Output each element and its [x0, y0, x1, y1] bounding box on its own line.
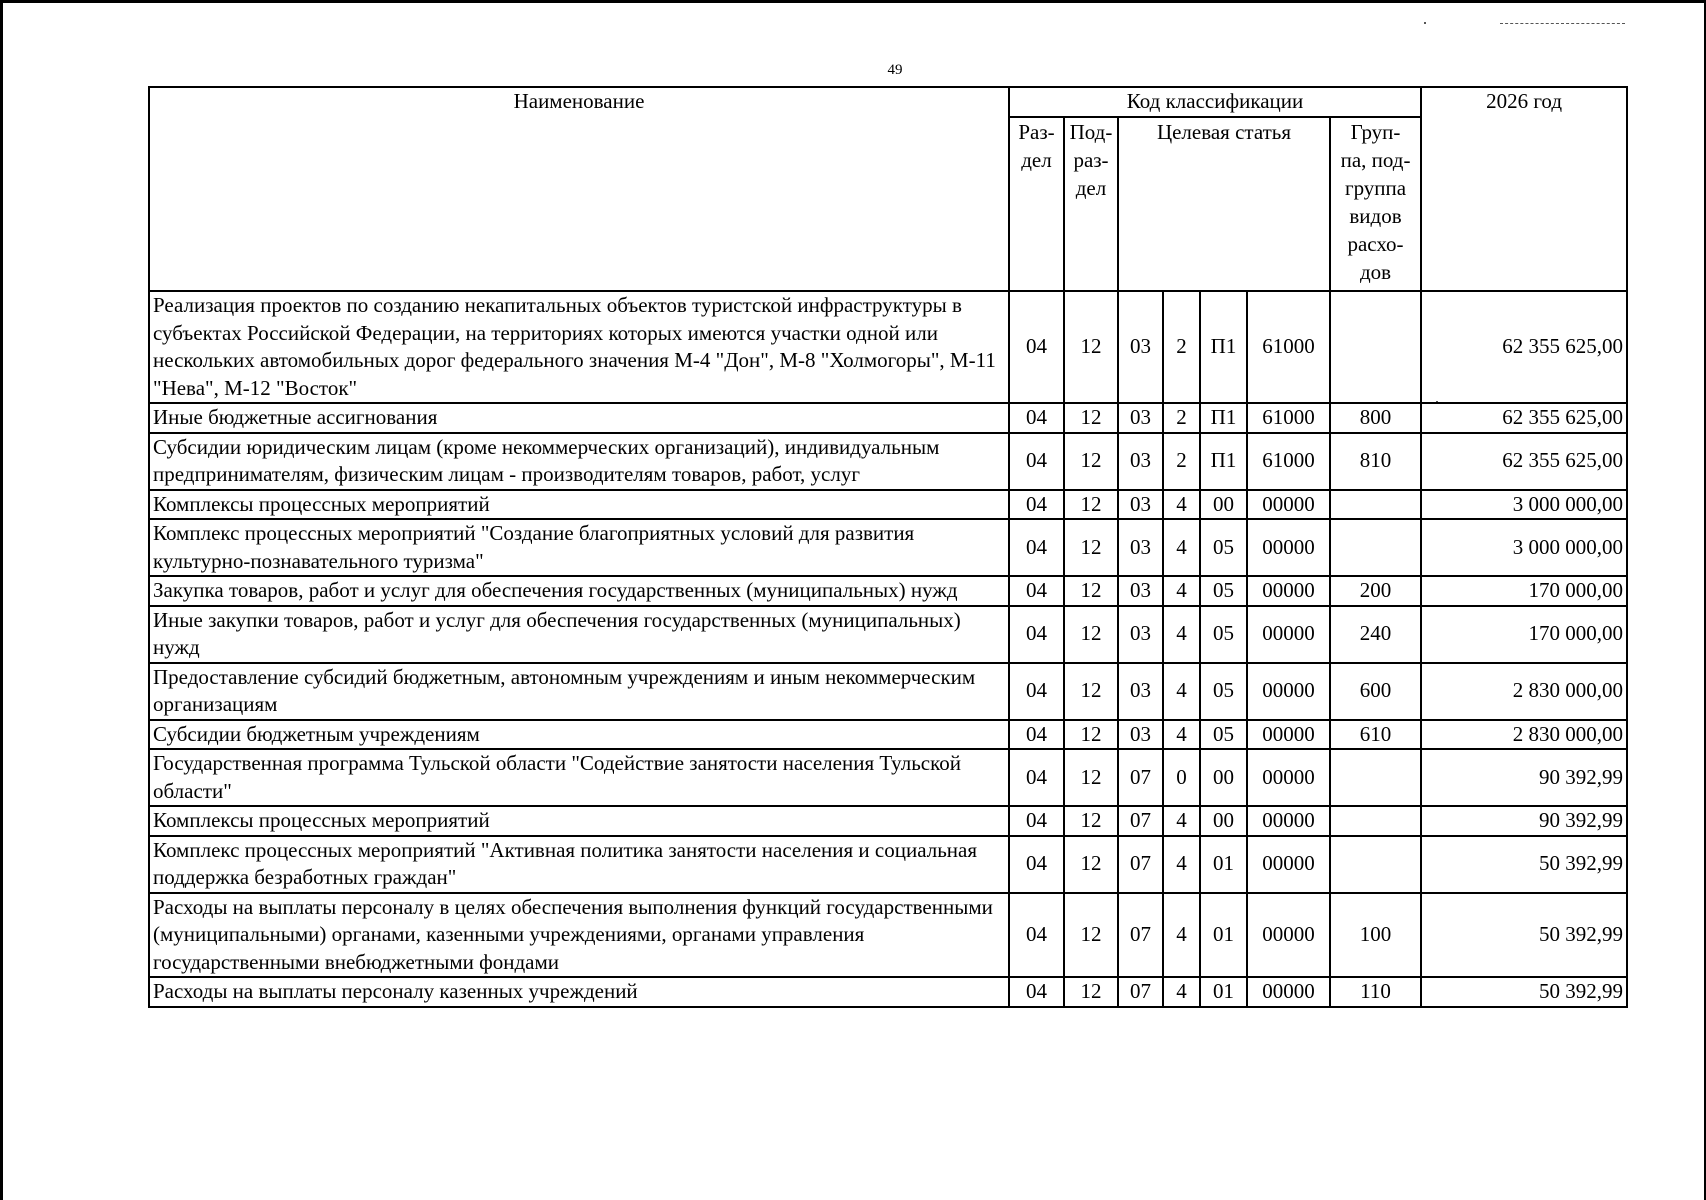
row-razdel: 04	[1009, 519, 1064, 576]
row-podrazdel: 12	[1064, 749, 1118, 806]
row-target-structure: 05	[1200, 576, 1247, 606]
row-podrazdel: 12	[1064, 663, 1118, 720]
row-target-structure: 01	[1200, 977, 1247, 1007]
row-target-program: 03	[1118, 576, 1163, 606]
table-row	[149, 606, 1627, 663]
row-amount: 62 355 625,00	[1421, 291, 1627, 403]
row-target-program: 03	[1118, 720, 1163, 750]
row-razdel: 04	[1009, 720, 1064, 750]
row-name: Субсидии бюджетным учреждениям	[149, 720, 1009, 750]
row-expense-group: 200	[1330, 576, 1421, 606]
row-amount: 90 392,99	[1421, 806, 1627, 836]
budget-table	[148, 86, 1628, 1008]
header-razdel: Раз- дел	[1009, 117, 1064, 291]
row-target-direction: 00000	[1247, 606, 1330, 663]
header-name: Наименование	[149, 87, 1009, 291]
row-target-program: 07	[1118, 806, 1163, 836]
row-target-type: 0	[1163, 749, 1200, 806]
row-razdel: 04	[1009, 977, 1064, 1007]
row-target-direction: 00000	[1247, 836, 1330, 893]
row-target-type: 4	[1163, 893, 1200, 978]
row-target-structure: 01	[1200, 836, 1247, 893]
row-razdel: 04	[1009, 806, 1064, 836]
row-target-program: 07	[1118, 893, 1163, 978]
row-podrazdel: 12	[1064, 836, 1118, 893]
row-podrazdel: 12	[1064, 977, 1118, 1007]
header-classification-code: Код классификации	[1009, 87, 1421, 117]
row-amount: 62 355 625,00	[1421, 403, 1627, 433]
row-name: Предоставление субсидий бюджетным, автономным учреждениям и иным некоммерческим организациям	[149, 663, 1009, 720]
row-name: Комплекс процессных мероприятий "Активная политика занятости населения и социальная поддержка безработных граждан"	[149, 836, 1009, 893]
row-target-structure: П1	[1200, 433, 1247, 490]
row-name: Расходы на выплаты персоналу казенных учреждений	[149, 977, 1009, 1007]
row-amount: 3 000 000,00	[1421, 519, 1627, 576]
row-amount: 2 830 000,00	[1421, 663, 1627, 720]
header-expense-group: Груп- па, под- группа видов расхо- дов	[1330, 117, 1421, 291]
row-razdel: 04	[1009, 749, 1064, 806]
table-row	[149, 720, 1627, 750]
row-target-program: 03	[1118, 606, 1163, 663]
table-row	[149, 576, 1627, 606]
row-target-type: 4	[1163, 606, 1200, 663]
row-name: Комплексы процессных мероприятий	[149, 806, 1009, 836]
row-target-type: 4	[1163, 836, 1200, 893]
table-header-row	[149, 87, 1627, 117]
row-amount: 50 392,99	[1421, 893, 1627, 978]
row-amount: 3 000 000,00	[1421, 490, 1627, 520]
row-expense-group: 110	[1330, 977, 1421, 1007]
row-target-direction: 00000	[1247, 490, 1330, 520]
row-expense-group: 600	[1330, 663, 1421, 720]
row-target-direction: 00000	[1247, 576, 1330, 606]
header-target-article: Целевая статья	[1118, 117, 1330, 291]
row-target-structure: П1	[1200, 291, 1247, 403]
row-target-direction: 00000	[1247, 749, 1330, 806]
row-razdel: 04	[1009, 433, 1064, 490]
row-target-structure: 05	[1200, 720, 1247, 750]
row-podrazdel: 12	[1064, 806, 1118, 836]
row-razdel: 04	[1009, 663, 1064, 720]
row-expense-group	[1330, 291, 1421, 403]
row-name: Субсидии юридическим лицам (кроме некоммерческих организаций), индивидуальным предпринимателям, физическим лицам - производителям товаров, работ, услуг	[149, 433, 1009, 490]
page-frame-top	[0, 0, 1706, 3]
row-expense-group: 240	[1330, 606, 1421, 663]
page-frame-left	[0, 0, 3, 1200]
table-row	[149, 519, 1627, 576]
row-podrazdel: 12	[1064, 433, 1118, 490]
row-target-direction: 00000	[1247, 720, 1330, 750]
table-row	[149, 893, 1627, 978]
table-row	[149, 836, 1627, 893]
row-target-program: 07	[1118, 836, 1163, 893]
row-target-program: 03	[1118, 519, 1163, 576]
table-row	[149, 291, 1627, 403]
table-row	[149, 490, 1627, 520]
row-target-program: 03	[1118, 403, 1163, 433]
row-podrazdel: 12	[1064, 403, 1118, 433]
row-razdel: 04	[1009, 490, 1064, 520]
row-expense-group: 100	[1330, 893, 1421, 978]
row-expense-group: 800	[1330, 403, 1421, 433]
row-target-direction: 00000	[1247, 806, 1330, 836]
row-name: Иные бюджетные ассигнования	[149, 403, 1009, 433]
row-amount: 170 000,00	[1421, 576, 1627, 606]
row-target-type: 4	[1163, 663, 1200, 720]
table-row	[149, 663, 1627, 720]
table-body	[149, 291, 1627, 1007]
row-name: Иные закупки товаров, работ и услуг для обеспечения государственных (муниципальных) нужд	[149, 606, 1009, 663]
row-target-direction: 61000	[1247, 403, 1330, 433]
scan-artifact-dot	[1424, 22, 1426, 24]
row-name: Расходы на выплаты персоналу в целях обеспечения выполнения функций государственными (муниципальными) органами, казенными учреждениями, органами управления государственными внебюджетными фондами	[149, 893, 1009, 978]
row-target-type: 4	[1163, 806, 1200, 836]
row-razdel: 04	[1009, 606, 1064, 663]
row-podrazdel: 12	[1064, 490, 1118, 520]
row-target-structure: 00	[1200, 749, 1247, 806]
row-target-type: 4	[1163, 519, 1200, 576]
row-target-direction: 00000	[1247, 663, 1330, 720]
row-target-structure: 05	[1200, 606, 1247, 663]
row-target-program: 03	[1118, 490, 1163, 520]
row-target-direction: 00000	[1247, 519, 1330, 576]
row-razdel: 04	[1009, 291, 1064, 403]
row-expense-group	[1330, 836, 1421, 893]
row-target-structure: 00	[1200, 806, 1247, 836]
row-target-structure: 00	[1200, 490, 1247, 520]
row-target-direction: 61000	[1247, 433, 1330, 490]
row-expense-group	[1330, 749, 1421, 806]
row-amount: 50 392,99	[1421, 836, 1627, 893]
row-expense-group	[1330, 806, 1421, 836]
row-target-type: 2	[1163, 433, 1200, 490]
row-expense-group: 810	[1330, 433, 1421, 490]
page-number: 49	[887, 62, 903, 78]
row-target-type: 2	[1163, 291, 1200, 403]
row-podrazdel: 12	[1064, 576, 1118, 606]
row-target-structure: 01	[1200, 893, 1247, 978]
row-amount: 62 355 625,00	[1421, 433, 1627, 490]
row-podrazdel: 12	[1064, 606, 1118, 663]
row-expense-group	[1330, 490, 1421, 520]
row-name: Государственная программа Тульской области "Содействие занятости населения Тульской области"	[149, 749, 1009, 806]
row-target-direction: 61000	[1247, 291, 1330, 403]
table-row	[149, 749, 1627, 806]
row-target-program: 07	[1118, 977, 1163, 1007]
row-expense-group: 610	[1330, 720, 1421, 750]
row-razdel: 04	[1009, 403, 1064, 433]
row-razdel: 04	[1009, 893, 1064, 978]
row-target-program: 03	[1118, 433, 1163, 490]
scan-artifact-dashes	[1500, 23, 1625, 25]
row-target-program: 03	[1118, 291, 1163, 403]
row-name: Комплексы процессных мероприятий	[149, 490, 1009, 520]
row-amount: 2 830 000,00	[1421, 720, 1627, 750]
table-row	[149, 977, 1627, 1007]
row-target-structure: 05	[1200, 519, 1247, 576]
row-target-direction: 00000	[1247, 893, 1330, 978]
table-row	[149, 433, 1627, 490]
row-razdel: 04	[1009, 836, 1064, 893]
row-target-direction: 00000	[1247, 977, 1330, 1007]
row-amount: 50 392,99	[1421, 977, 1627, 1007]
header-year: 2026 год	[1421, 87, 1627, 291]
row-name: Реализация проектов по созданию некапитальных объектов туристской инфраструктуры в субъектах Российской Федерации, на территориях которых имеются участки одной или нескольких автомобильных дорог федерального значения М-4 "Дон", М-8 "Холмогоры", М-11 "Нева", М-12 "Восток"	[149, 291, 1009, 403]
row-podrazdel: 12	[1064, 291, 1118, 403]
row-podrazdel: 12	[1064, 720, 1118, 750]
row-podrazdel: 12	[1064, 519, 1118, 576]
row-target-type: 4	[1163, 720, 1200, 750]
header-podrazdel: Под- раз- дел	[1064, 117, 1118, 291]
table-row	[149, 806, 1627, 836]
row-target-type: 4	[1163, 576, 1200, 606]
row-target-program: 03	[1118, 663, 1163, 720]
row-target-program: 07	[1118, 749, 1163, 806]
row-amount: 170 000,00	[1421, 606, 1627, 663]
row-target-structure: П1	[1200, 403, 1247, 433]
row-name: Комплекс процессных мероприятий "Создание благоприятных условий для развития культурно-познавательного туризма"	[149, 519, 1009, 576]
row-expense-group	[1330, 519, 1421, 576]
table-row	[149, 403, 1627, 433]
row-razdel: 04	[1009, 576, 1064, 606]
row-amount: 90 392,99	[1421, 749, 1627, 806]
row-target-structure: 05	[1200, 663, 1247, 720]
row-podrazdel: 12	[1064, 893, 1118, 978]
row-target-type: 4	[1163, 490, 1200, 520]
row-target-type: 2	[1163, 403, 1200, 433]
row-target-type: 4	[1163, 977, 1200, 1007]
row-name: Закупка товаров, работ и услуг для обеспечения государственных (муниципальных) нужд	[149, 576, 1009, 606]
